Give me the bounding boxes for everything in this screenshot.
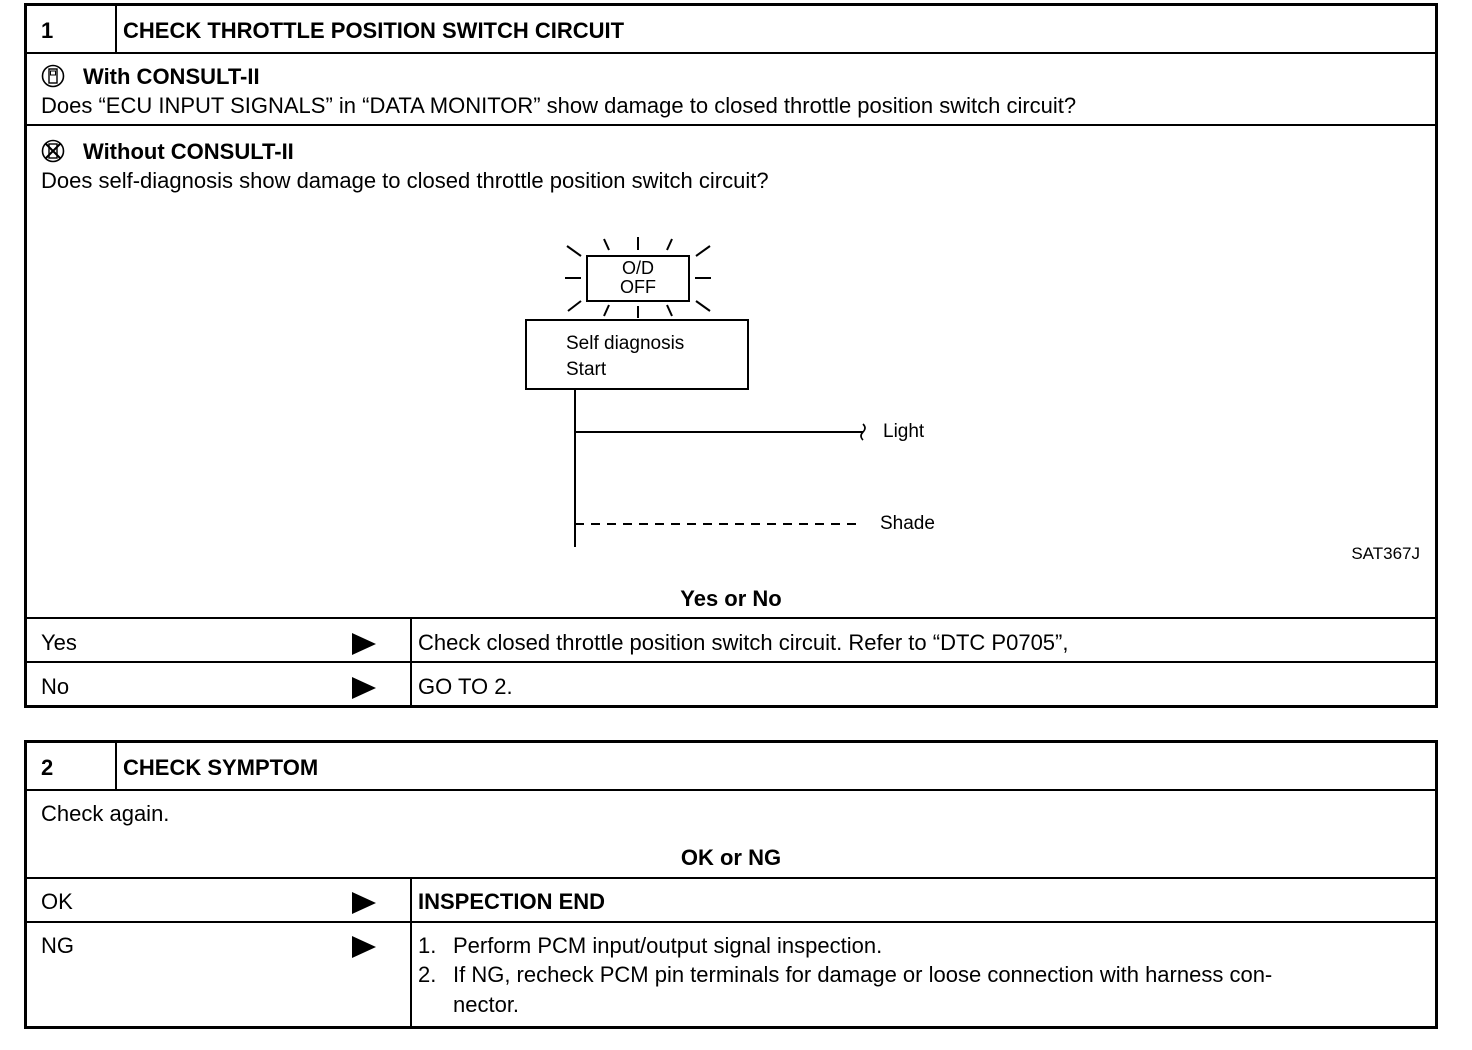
- arrow-right-icon: [352, 633, 376, 655]
- self-diagnosis-diagram: [27, 6, 1435, 566]
- figure-code: SAT367J: [1351, 544, 1420, 563]
- divider: [27, 617, 1435, 619]
- step-title: CHECK THROTTLE POSITION SWITCH CIRCUIT: [123, 18, 625, 43]
- step1-panel: [24, 3, 1438, 708]
- column-divider: [410, 877, 412, 1029]
- arrow-right-icon: [352, 892, 376, 914]
- action-yes: Check closed throttle position switch circuit. Refer to “DTC P0705”,: [418, 630, 1069, 655]
- step-title: CHECK SYMPTOM: [123, 755, 319, 780]
- ng-step-text: If NG, recheck PCM pin terminals for damage or loose connection with harness con-: [453, 962, 1273, 987]
- step-number: 2: [41, 755, 54, 780]
- ng-step-text: Perform PCM input/output signal inspection.: [453, 933, 883, 958]
- ng-step-number: 1.: [418, 933, 437, 958]
- step2-panel: [24, 740, 1438, 1029]
- with-consult-heading: With CONSULT-II: [83, 64, 260, 89]
- step-number-divider: [115, 743, 117, 789]
- ng-step-text-continued: nector.: [453, 992, 520, 1017]
- without-consult-question: Does self-diagnosis show damage to closed throttle position switch circuit?: [41, 168, 769, 193]
- divider: [27, 789, 1435, 791]
- decision-label: Yes or No: [680, 586, 782, 611]
- lamp-label-line1: O/D: [621, 258, 655, 278]
- ng-step-number: 2.: [418, 962, 437, 987]
- shade-label: Shade: [880, 513, 935, 534]
- with-consult-question: Does “ECU INPUT SIGNALS” in “DATA MONITOR” show damage to closed throttle position switch circuit?: [41, 93, 1077, 118]
- answer-ok: OK: [41, 889, 73, 914]
- decision-label: OK or NG: [680, 845, 782, 870]
- box-label-line2: Start: [566, 359, 607, 380]
- light-label: Light: [883, 421, 925, 442]
- instruction-text: Check again.: [41, 801, 170, 826]
- answer-ng: NG: [41, 933, 74, 958]
- divider: [27, 661, 1435, 663]
- step-number: 1: [41, 18, 54, 43]
- divider: [27, 877, 1435, 879]
- without-consult-heading: Without CONSULT-II: [83, 139, 294, 164]
- box-label-line1: Self diagnosis: [566, 333, 685, 354]
- action-no: GO TO 2.: [418, 674, 513, 699]
- arrow-right-icon: [352, 677, 376, 699]
- divider: [27, 921, 1435, 923]
- self-diagnosis-start-box: [526, 320, 748, 389]
- column-divider: [410, 617, 412, 708]
- answer-no: No: [41, 674, 70, 699]
- answer-yes: Yes: [41, 630, 77, 655]
- action-ok: INSPECTION END: [418, 889, 606, 914]
- arrow-right-icon: [352, 936, 376, 958]
- lamp-label-line2: OFF: [620, 277, 656, 297]
